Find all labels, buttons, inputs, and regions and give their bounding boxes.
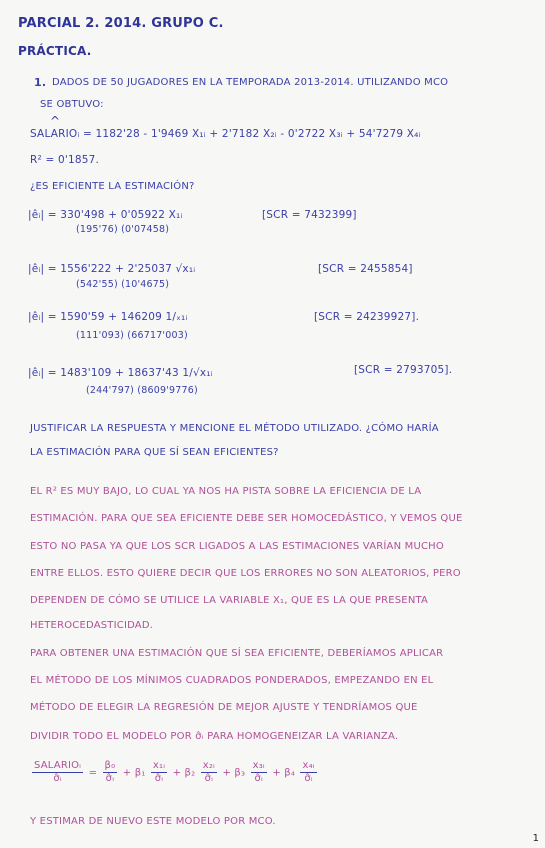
answer-line-1: EL R² ES MUY BAJO, LO CUAL YA NOS HA PISTA SOBRE LA EFICIENCIA DE LA <box>30 486 422 497</box>
term-3-fraction <box>251 760 267 785</box>
answer-line-3: ESTO NO PASA YA QUE LOS SCR LIGADOS A LAS ESTIMACIONES VARÍAN MUCHO <box>30 541 444 552</box>
closing-line: Y ESTIMAR DE NUEVO ESTE MODELO POR MCO. <box>30 816 276 827</box>
term-1-numerator: x₁ᵢ <box>152 760 166 771</box>
term-4-fraction <box>300 760 316 785</box>
term-0-numerator: β₀ <box>104 760 116 771</box>
intro-line-1: DADOS DE 50 JUGADORES EN LA TEMPORADA 2013-2014. UTILIZANDO MCO <box>52 77 449 88</box>
regression-4-scr: [SCR = 2793705]. <box>354 364 453 376</box>
equals-sign: = <box>88 767 98 779</box>
exercise-number: 1. <box>34 76 47 89</box>
regression-1-std-errors: (195'76) (0'07458) <box>76 224 170 235</box>
term-0-fraction <box>103 760 118 785</box>
term-2-fraction <box>201 760 217 785</box>
regression-3-scr: [SCR = 24239927]. <box>314 311 420 323</box>
answer-line-6: HETEROCEDASTICIDAD. <box>30 620 154 631</box>
answer-line-8: EL MÉTODO DE LOS MÍNIMOS CUADRADOS PONDERADOS, EMPEZANDO EN EL <box>30 675 434 686</box>
answer-line-2: ESTIMACIÓN. PARA QUE SEA EFICIENTE DEBE SER HOMOCEDÁSTICO, Y VEMOS QUE <box>30 513 463 524</box>
r-squared: R² = 0'1857. <box>30 154 100 166</box>
regression-3-std-errors: (111'093) (66717'003) <box>76 330 188 341</box>
beta-4: + β₄ <box>272 767 296 779</box>
answer-line-10: DIVIDIR TODO EL MODELO POR σ̂ᵢ PARA HOMOGENEIZAR LA VARIANZA. <box>30 731 399 742</box>
beta-1: + β₁ <box>122 767 146 779</box>
term-2-numerator: x₂ᵢ <box>202 760 216 771</box>
intro-line-2: SE OBTUVO: <box>40 99 104 110</box>
answer-line-7: PARA OBTENER UNA ESTIMACIÓN QUE SÍ SEA EFICIENTE, DEBERÍAMOS APLICAR <box>30 648 444 659</box>
term-1-fraction <box>151 760 167 785</box>
lhs-denominator: σ̂ᵢ <box>53 773 62 784</box>
lhs-numerator: SALARIOᵢ <box>34 760 82 771</box>
regression-1-equation: |êᵢ| = 330'498 + 0'05922 X₁ᵢ <box>28 209 183 221</box>
efficiency-question: ¿ES EFICIENTE LA ESTIMACIÓN? <box>30 181 195 192</box>
term-1-denominator: σ̂ᵢ <box>154 773 164 784</box>
justify-line-1: JUSTIFICAR LA RESPUESTA Y MENCIONE EL MÉTODO UTILIZADO. ¿CÓMO HARÍA <box>30 423 439 434</box>
lhs-fraction <box>32 760 83 785</box>
term-0-denominator: σ̂ᵢ <box>105 773 115 784</box>
term-3-denominator: σ̂ᵢ <box>254 773 264 784</box>
regression-4-std-errors: (244'797) (8609'9776) <box>86 385 198 396</box>
hat-mark: ^ <box>50 114 61 128</box>
term-2-denominator: σ̂ᵢ <box>204 773 214 784</box>
page-number: 1 <box>532 833 539 844</box>
regression-2-scr: [SCR = 2455854] <box>318 263 413 275</box>
answer-line-9: MÉTODO DE ELEGIR LA REGRESIÓN DE MEJOR AJUSTE Y TENDRÍAMOS QUE <box>30 702 418 713</box>
model-equation: SALARIOᵢ = 1182'28 - 1'9469 X₁ᵢ + 2'7182 X₂ᵢ - 0'2722 X₃ᵢ + 54'7279 X₄ᵢ <box>30 128 421 140</box>
beta-2: + β₂ <box>172 767 196 779</box>
term-4-numerator: x₄ᵢ <box>302 760 315 771</box>
answer-line-4: ENTRE ELLOS. ESTO QUIERE DECIR QUE LOS ERRORES NO SON ALEATORIOS, PERO <box>30 568 461 579</box>
regression-1-scr: [SCR = 7432399] <box>262 209 357 221</box>
justify-line-2: LA ESTIMACIÓN PARA QUE SÍ SEAN EFICIENTES? <box>30 447 279 458</box>
beta-3: + β₃ <box>222 767 246 779</box>
regression-3-equation: |êᵢ| = 1590'59 + 146209 1/ₓ₁ᵢ <box>28 311 188 323</box>
term-3-numerator: x₃ᵢ <box>252 760 265 771</box>
weighted-model-equation <box>30 760 319 785</box>
regression-2-std-errors: (542'55) (10'4675) <box>76 279 170 290</box>
regression-2-equation: |êᵢ| = 1556'222 + 2'25037 √x₁ᵢ <box>28 263 196 275</box>
answer-line-5: DEPENDEN DE CÓMO SE UTILICE LA VARIABLE X₁, QUE ES LA QUE PRESENTA <box>30 595 429 606</box>
page-title: PARCIAL 2. 2014. GRUPO C. <box>18 16 224 31</box>
section-title: PRÁCTICA. <box>18 44 92 58</box>
regression-4-equation: |êᵢ| = 1483'109 + 18637'43 1/√x₁ᵢ <box>28 367 213 379</box>
term-4-denominator: σ̂ᵢ <box>304 773 313 784</box>
